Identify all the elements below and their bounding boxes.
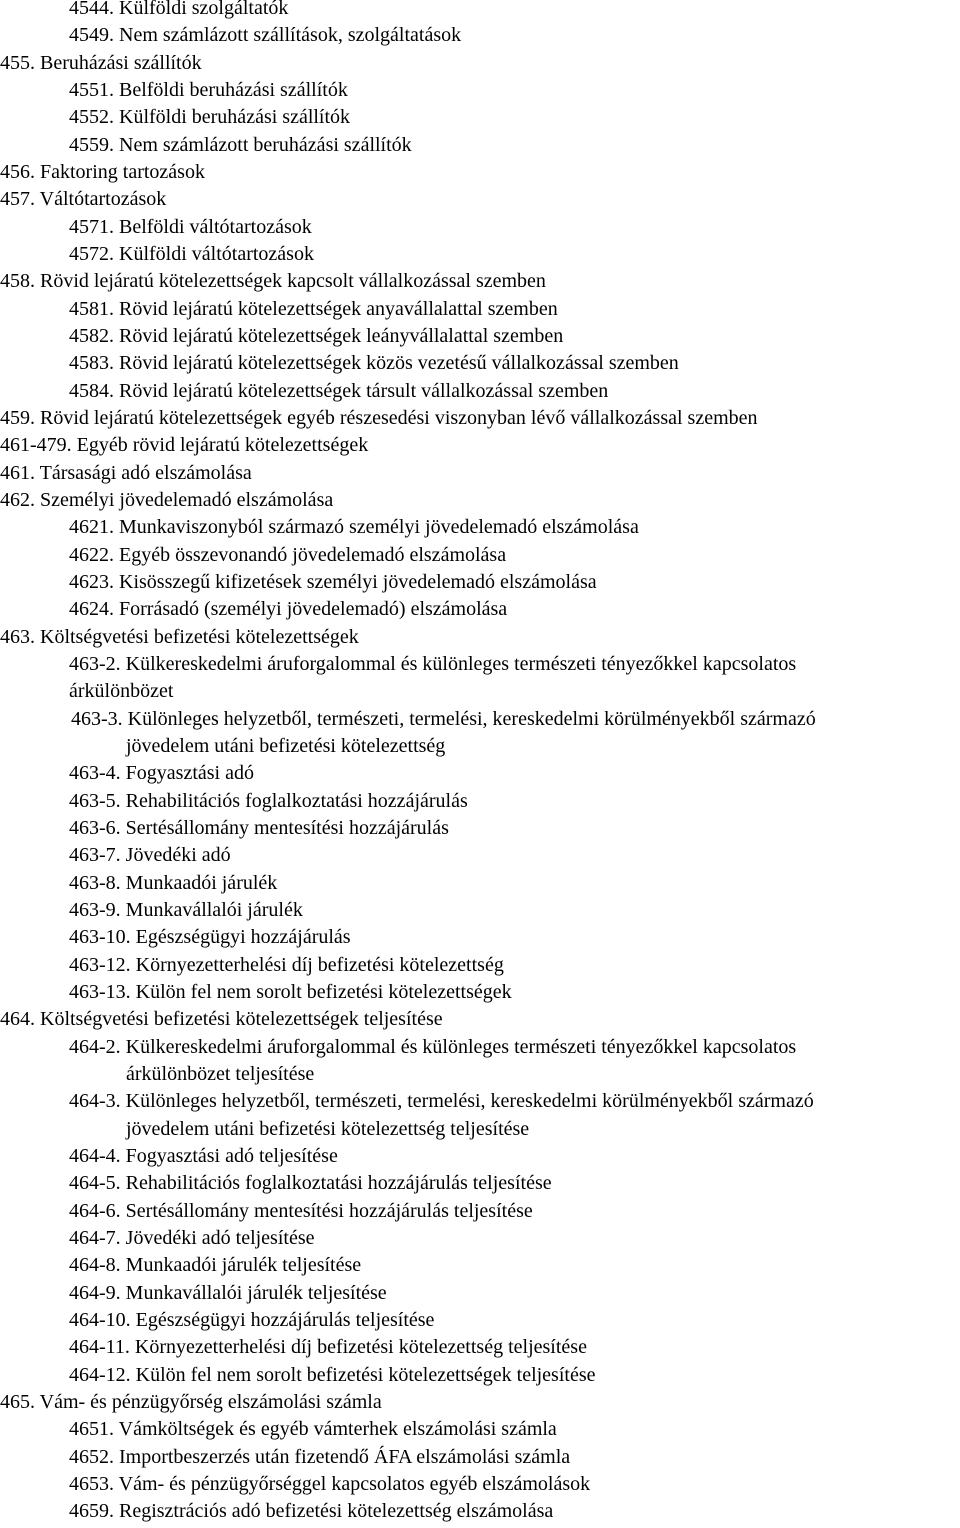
account-line-continuation: árkülönbözet bbox=[69, 680, 174, 702]
account-line: 4582. Rövid lejáratú kötelezettségek leányvállalattal szemben bbox=[69, 325, 564, 347]
account-line: 4584. Rövid lejáratú kötelezettségek társult vállalkozással szemben bbox=[69, 380, 609, 402]
account-line: 4571. Belföldi váltótartozások bbox=[69, 216, 312, 238]
account-line: 464. Költségvetési befizetési kötelezettségek teljesítése bbox=[0, 1008, 443, 1030]
account-line: 4583. Rövid lejáratú kötelezettségek közös vezetésű vállalkozással szemben bbox=[69, 352, 679, 374]
account-line: 465. Vám- és pénzügyőrség elszámolási számla bbox=[0, 1391, 382, 1413]
account-line: 464-2. Külkereskedelmi áruforgalommal és különleges természeti tényezőkkel kapcsolatos bbox=[69, 1036, 797, 1058]
account-line: 4559. Nem számlázott beruházási szállítók bbox=[69, 134, 412, 156]
account-line: 4652. Importbeszerzés után fizetendő ÁFA elszámolási számla bbox=[69, 1446, 571, 1468]
account-line: 463-4. Fogyasztási adó bbox=[69, 762, 254, 784]
account-line: 463-10. Egészségügyi hozzájárulás bbox=[69, 926, 351, 948]
account-line: 462. Személyi jövedelemadó elszámolása bbox=[0, 489, 334, 511]
account-line: 464-7. Jövedéki adó teljesítése bbox=[69, 1227, 315, 1249]
account-line: 464-4. Fogyasztási adó teljesítése bbox=[69, 1145, 338, 1167]
account-line: 455. Beruházási szállítók bbox=[0, 52, 202, 74]
account-line: 456. Faktoring tartozások bbox=[0, 161, 205, 183]
account-line: 464-8. Munkaadói járulék teljesítése bbox=[69, 1254, 362, 1276]
account-line: 463-6. Sertésállomány mentesítési hozzájárulás bbox=[69, 817, 449, 839]
account-line: 4544. Külföldi szolgáltatók bbox=[69, 0, 289, 19]
account-line: 4581. Rövid lejáratú kötelezettségek anyavállalattal szemben bbox=[69, 298, 558, 320]
account-line: 463. Költségvetési befizetési kötelezettségek bbox=[0, 626, 359, 648]
account-line: 4651. Vámköltségek és egyéb vámterhek elszámolási számla bbox=[69, 1418, 557, 1440]
account-line: 463-8. Munkaadói járulék bbox=[69, 872, 278, 894]
account-line: 4572. Külföldi váltótartozások bbox=[69, 243, 314, 265]
account-line: 464-6. Sertésállomány mentesítési hozzájárulás teljesítése bbox=[69, 1200, 533, 1222]
account-line: 4653. Vám- és pénzügyőrséggel kapcsolatos egyéb elszámolások bbox=[69, 1473, 591, 1495]
account-line: 463-12. Környezetterhelési díj befizetési kötelezettség bbox=[69, 954, 504, 976]
account-line: 4623. Kisösszegű kifizetések személyi jövedelemadó elszámolása bbox=[69, 571, 597, 593]
account-line: 4659. Regisztrációs adó befizetési kötelezettség elszámolása bbox=[69, 1500, 554, 1522]
account-line: 461. Társasági adó elszámolása bbox=[0, 462, 252, 484]
account-line-continuation: árkülönbözet teljesítése bbox=[126, 1063, 315, 1085]
account-line: 463-2. Külkereskedelmi áruforgalommal és különleges természeti tényezőkkel kapcsolatos bbox=[69, 653, 797, 675]
account-line: 464-9. Munkavállalói járulék teljesítése bbox=[69, 1282, 387, 1304]
account-line: 459. Rövid lejáratú kötelezettségek egyéb részesedési viszonyban lévő vállalkozással szemben bbox=[0, 407, 758, 429]
account-line: 457. Váltótartozások bbox=[0, 188, 167, 210]
account-line: 464-11. Környezetterhelési díj befizetési kötelezettség teljesítése bbox=[69, 1336, 587, 1358]
account-line: 463-9. Munkavállalói járulék bbox=[69, 899, 303, 921]
account-line-continuation: jövedelem utáni befizetési kötelezettség bbox=[126, 735, 446, 757]
account-line: 463-7. Jövedéki adó bbox=[69, 844, 231, 866]
account-line: 464-10. Egészségügyi hozzájárulás teljesítése bbox=[69, 1309, 435, 1331]
account-line: 463-5. Rehabilitációs foglalkoztatási hozzájárulás bbox=[69, 790, 468, 812]
account-line: 4549. Nem számlázott szállítások, szolgáltatások bbox=[69, 24, 462, 46]
account-line-continuation: jövedelem utáni befizetési kötelezettség teljesítése bbox=[126, 1118, 530, 1140]
account-line: 4621. Munkaviszonyból származó személyi jövedelemadó elszámolása bbox=[69, 516, 639, 538]
account-line: 4552. Külföldi beruházási szállítók bbox=[69, 106, 351, 128]
account-line: 4622. Egyéb összevonandó jövedelemadó elszámolása bbox=[69, 544, 507, 566]
account-line: 463-3. Különleges helyzetből, természeti, termelési, kereskedelmi körülményekből származó bbox=[71, 708, 816, 730]
account-line: 464-12. Külön fel nem sorolt befizetési kötelezettségek teljesítése bbox=[69, 1364, 596, 1386]
account-line: 461-479. Egyéb rövid lejáratú kötelezettségek bbox=[0, 434, 369, 456]
account-line: 458. Rövid lejáratú kötelezettségek kapcsolt vállalkozással szemben bbox=[0, 270, 546, 292]
account-line: 463-13. Külön fel nem sorolt befizetési kötelezettségek bbox=[69, 981, 512, 1003]
account-line: 4624. Forrásadó (személyi jövedelemadó) elszámolása bbox=[69, 598, 508, 620]
account-line: 464-5. Rehabilitációs foglalkoztatási hozzájárulás teljesítése bbox=[69, 1172, 552, 1194]
account-line: 4551. Belföldi beruházási szállítók bbox=[69, 79, 348, 101]
account-line: 464-3. Különleges helyzetből, természeti, termelési, kereskedelmi körülményekből származó bbox=[69, 1090, 814, 1112]
